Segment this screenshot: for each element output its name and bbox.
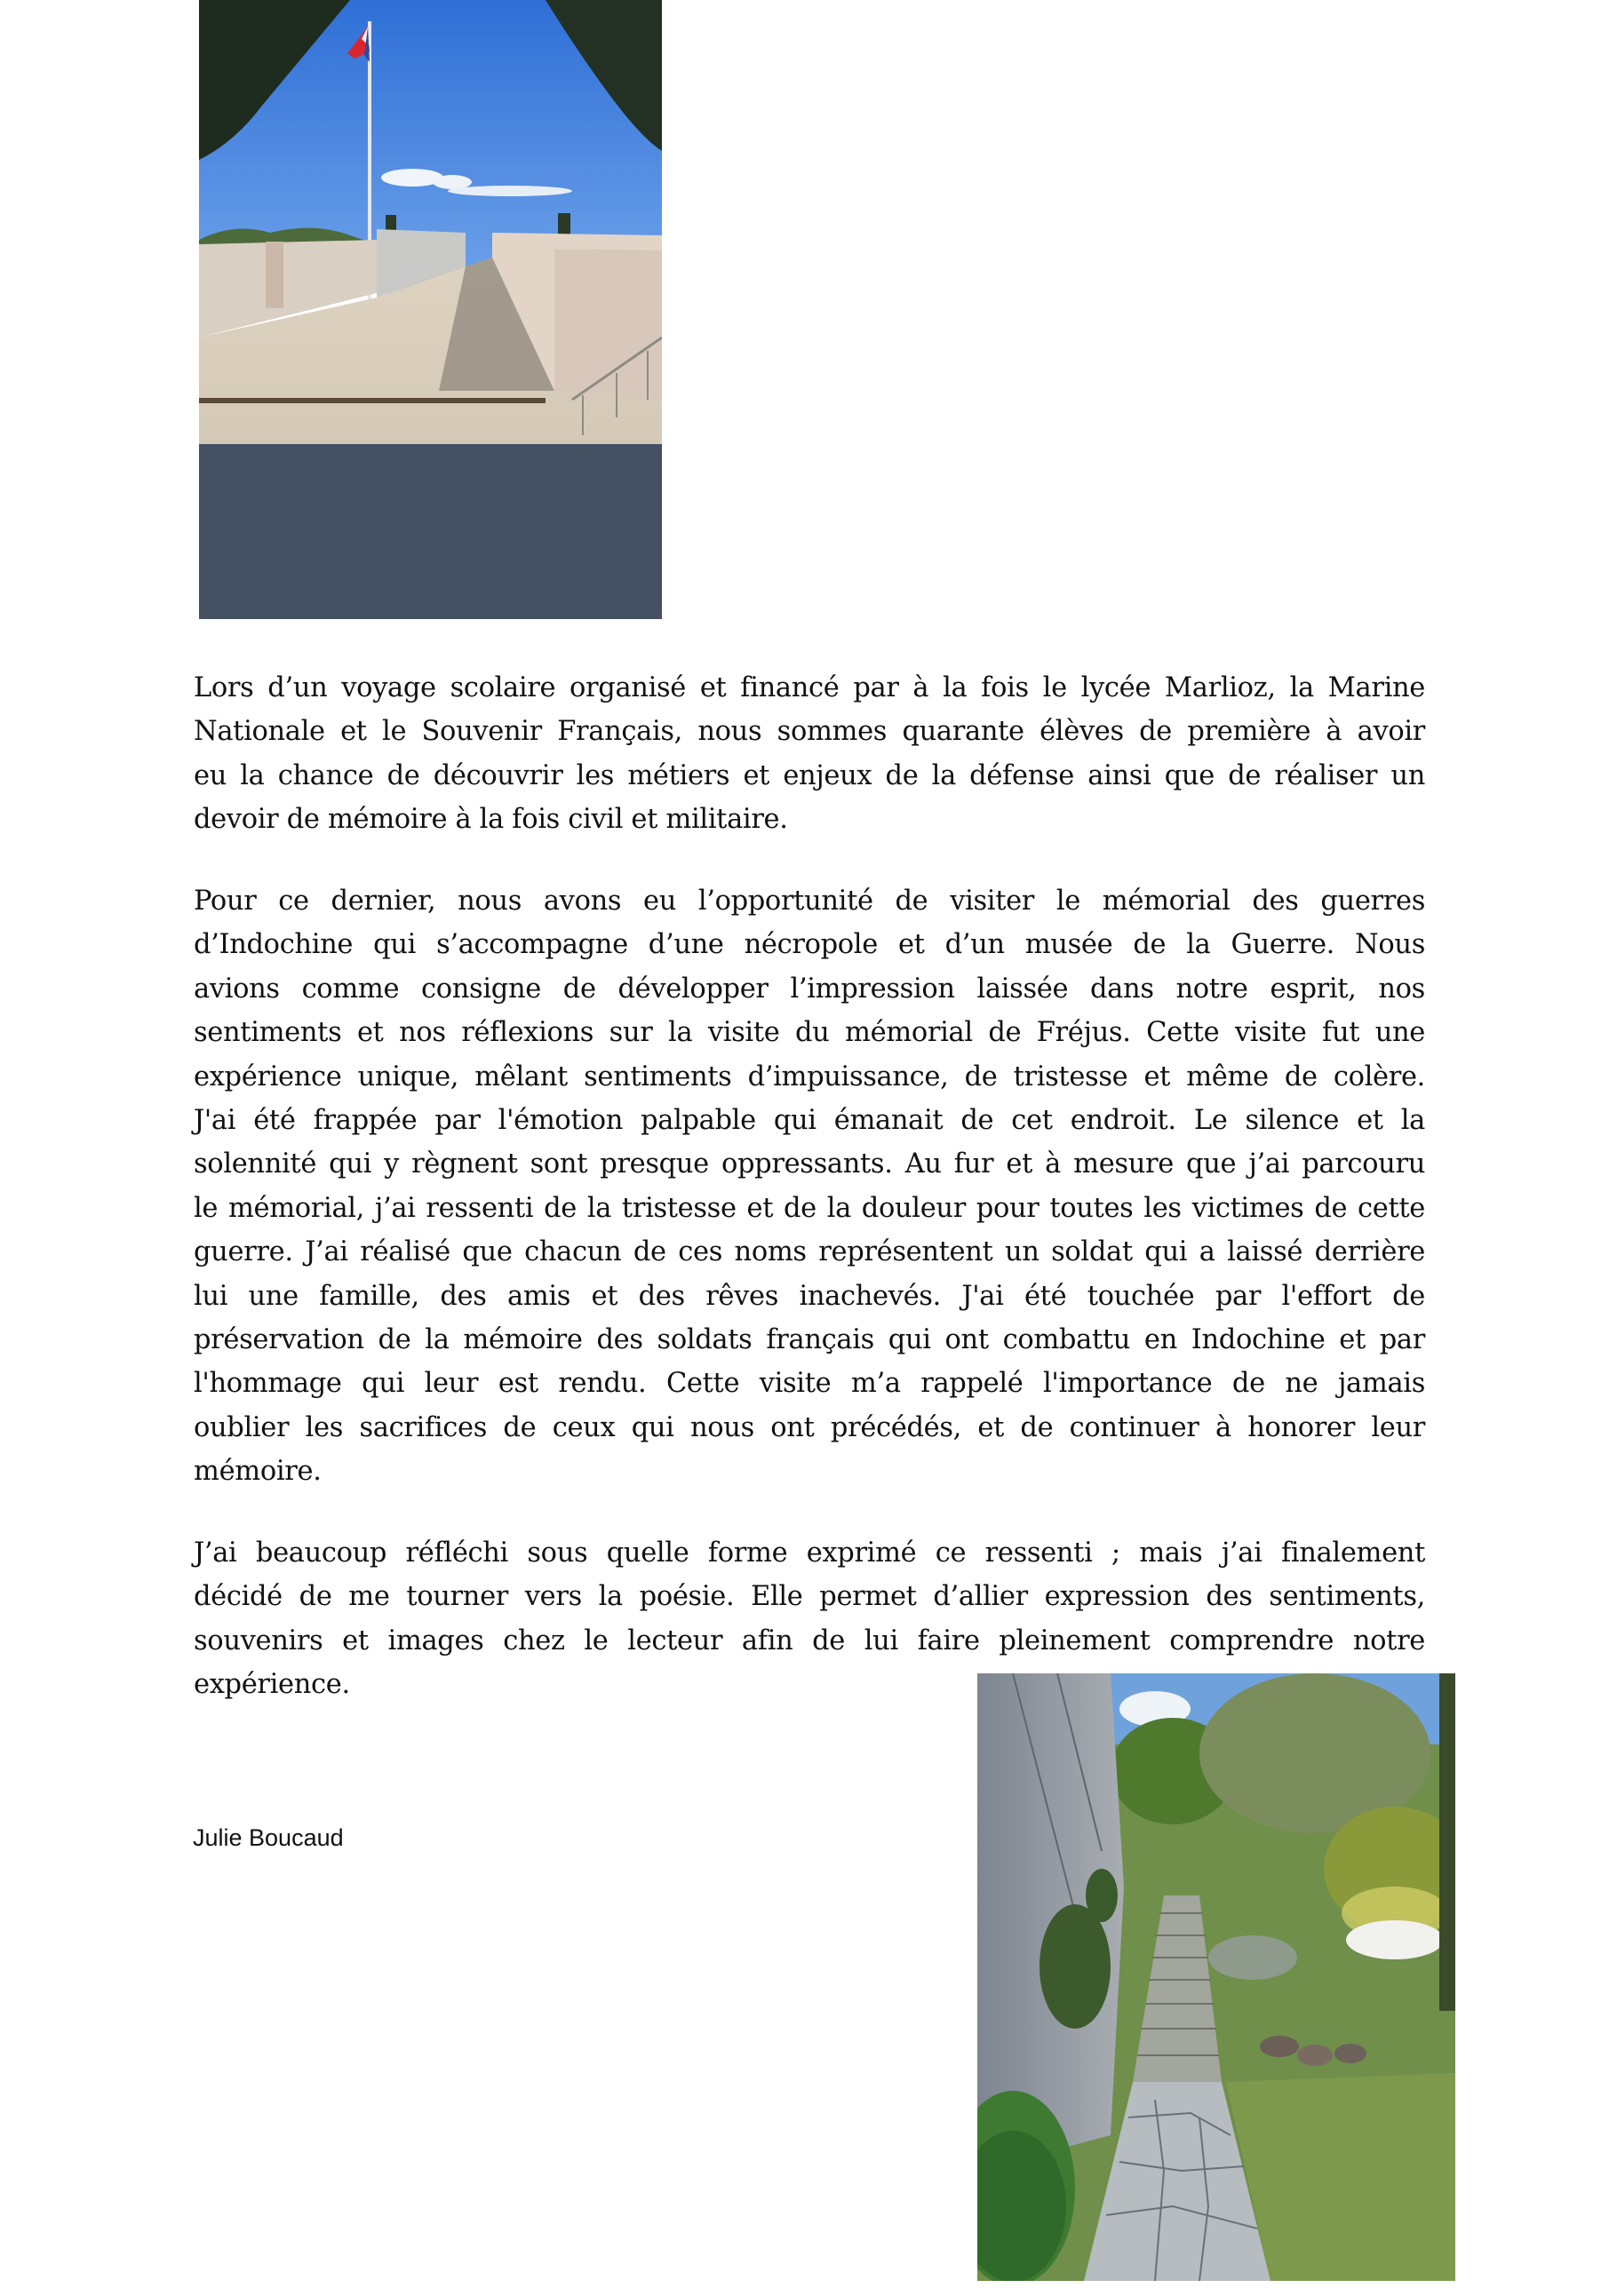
memorial-walkway-illustration xyxy=(199,0,662,619)
text-line: l'hommage qui leur est rendu. Cette visite m’a rappelé l'importance de ne jamais xyxy=(194,1368,1425,1400)
text-line: guerre. J’ai réalisé que chacun de ces noms représentent un soldat qui a laissé derrière xyxy=(194,1236,1425,1268)
text-line: lui une famille, des amis et des rêves inachevés. J'ai été touchée par l'effort de xyxy=(194,1280,1425,1312)
text-line: solennité qui y règnent sont presque oppressants. Au fur et à mesure que j’ai parcouru xyxy=(194,1148,1425,1180)
text-line: Lors d’un voyage scolaire organisé et financé par à la fois le lycée Marlioz, la Marine xyxy=(194,672,1425,703)
text-line: expérience. xyxy=(194,1669,350,1701)
text-line: eu la chance de découvrir les métiers et enjeux de la défense ainsi que de réaliser un xyxy=(194,759,1425,791)
text-line: devoir de mémoire à la fois civil et militaire. xyxy=(194,804,788,836)
text-line: Pour ce dernier, nous avons eu l’opportunité de visiter le mémorial des guerres xyxy=(194,886,1425,917)
text-line: expérience unique, mêlant sentiments d’impuissance, de tristesse et même de colère. xyxy=(194,1061,1425,1092)
text-line: Nationale et le Souvenir Français, nous sommes quarante élèves de première à avoir xyxy=(194,716,1425,748)
text-line: mémoire. xyxy=(194,1456,322,1488)
author-signature: Julie Boucaud xyxy=(193,1824,344,1851)
text-line: d’Indochine qui s’accompagne d’une nécropole et d’un musée de la Guerre. Nous xyxy=(194,929,1425,961)
garden-stairs-photo xyxy=(977,1673,1455,2281)
garden-stairs-illustration xyxy=(977,1673,1455,2281)
text-line: sentiments et nos réflexions sur la visite du mémorial de Fréjus. Cette visite fut une xyxy=(194,1017,1425,1049)
text-line: souvenirs et images chez le lecteur afin de lui faire pleinement comprendre notre xyxy=(194,1625,1425,1656)
text-line: J’ai beaucoup réfléchi sous quelle forme exprimé ce ressenti ; mais j’ai finalement xyxy=(194,1537,1425,1569)
text-line: avions comme consigne de développer l’impression laissée dans notre esprit, nos xyxy=(194,973,1425,1005)
text-line: préservation de la mémoire des soldats français qui ont combattu en Indochine et par xyxy=(194,1324,1425,1355)
memorial-walkway-photo xyxy=(199,0,662,619)
text-line: J'ai été frappée par l'émotion palpable qui émanait de cet endroit. Le silence et la xyxy=(194,1105,1425,1136)
text-line: le mémorial, j’ai ressenti de la tristesse et de la douleur pour toutes les victimes de cette xyxy=(194,1192,1425,1224)
text-line: oublier les sacrifices de ceux qui nous ont précédés, et de continuer à honorer leur xyxy=(194,1411,1425,1443)
text-line: décidé de me tourner vers la poésie. Elle permet d’allier expression des sentiments, xyxy=(194,1581,1425,1613)
